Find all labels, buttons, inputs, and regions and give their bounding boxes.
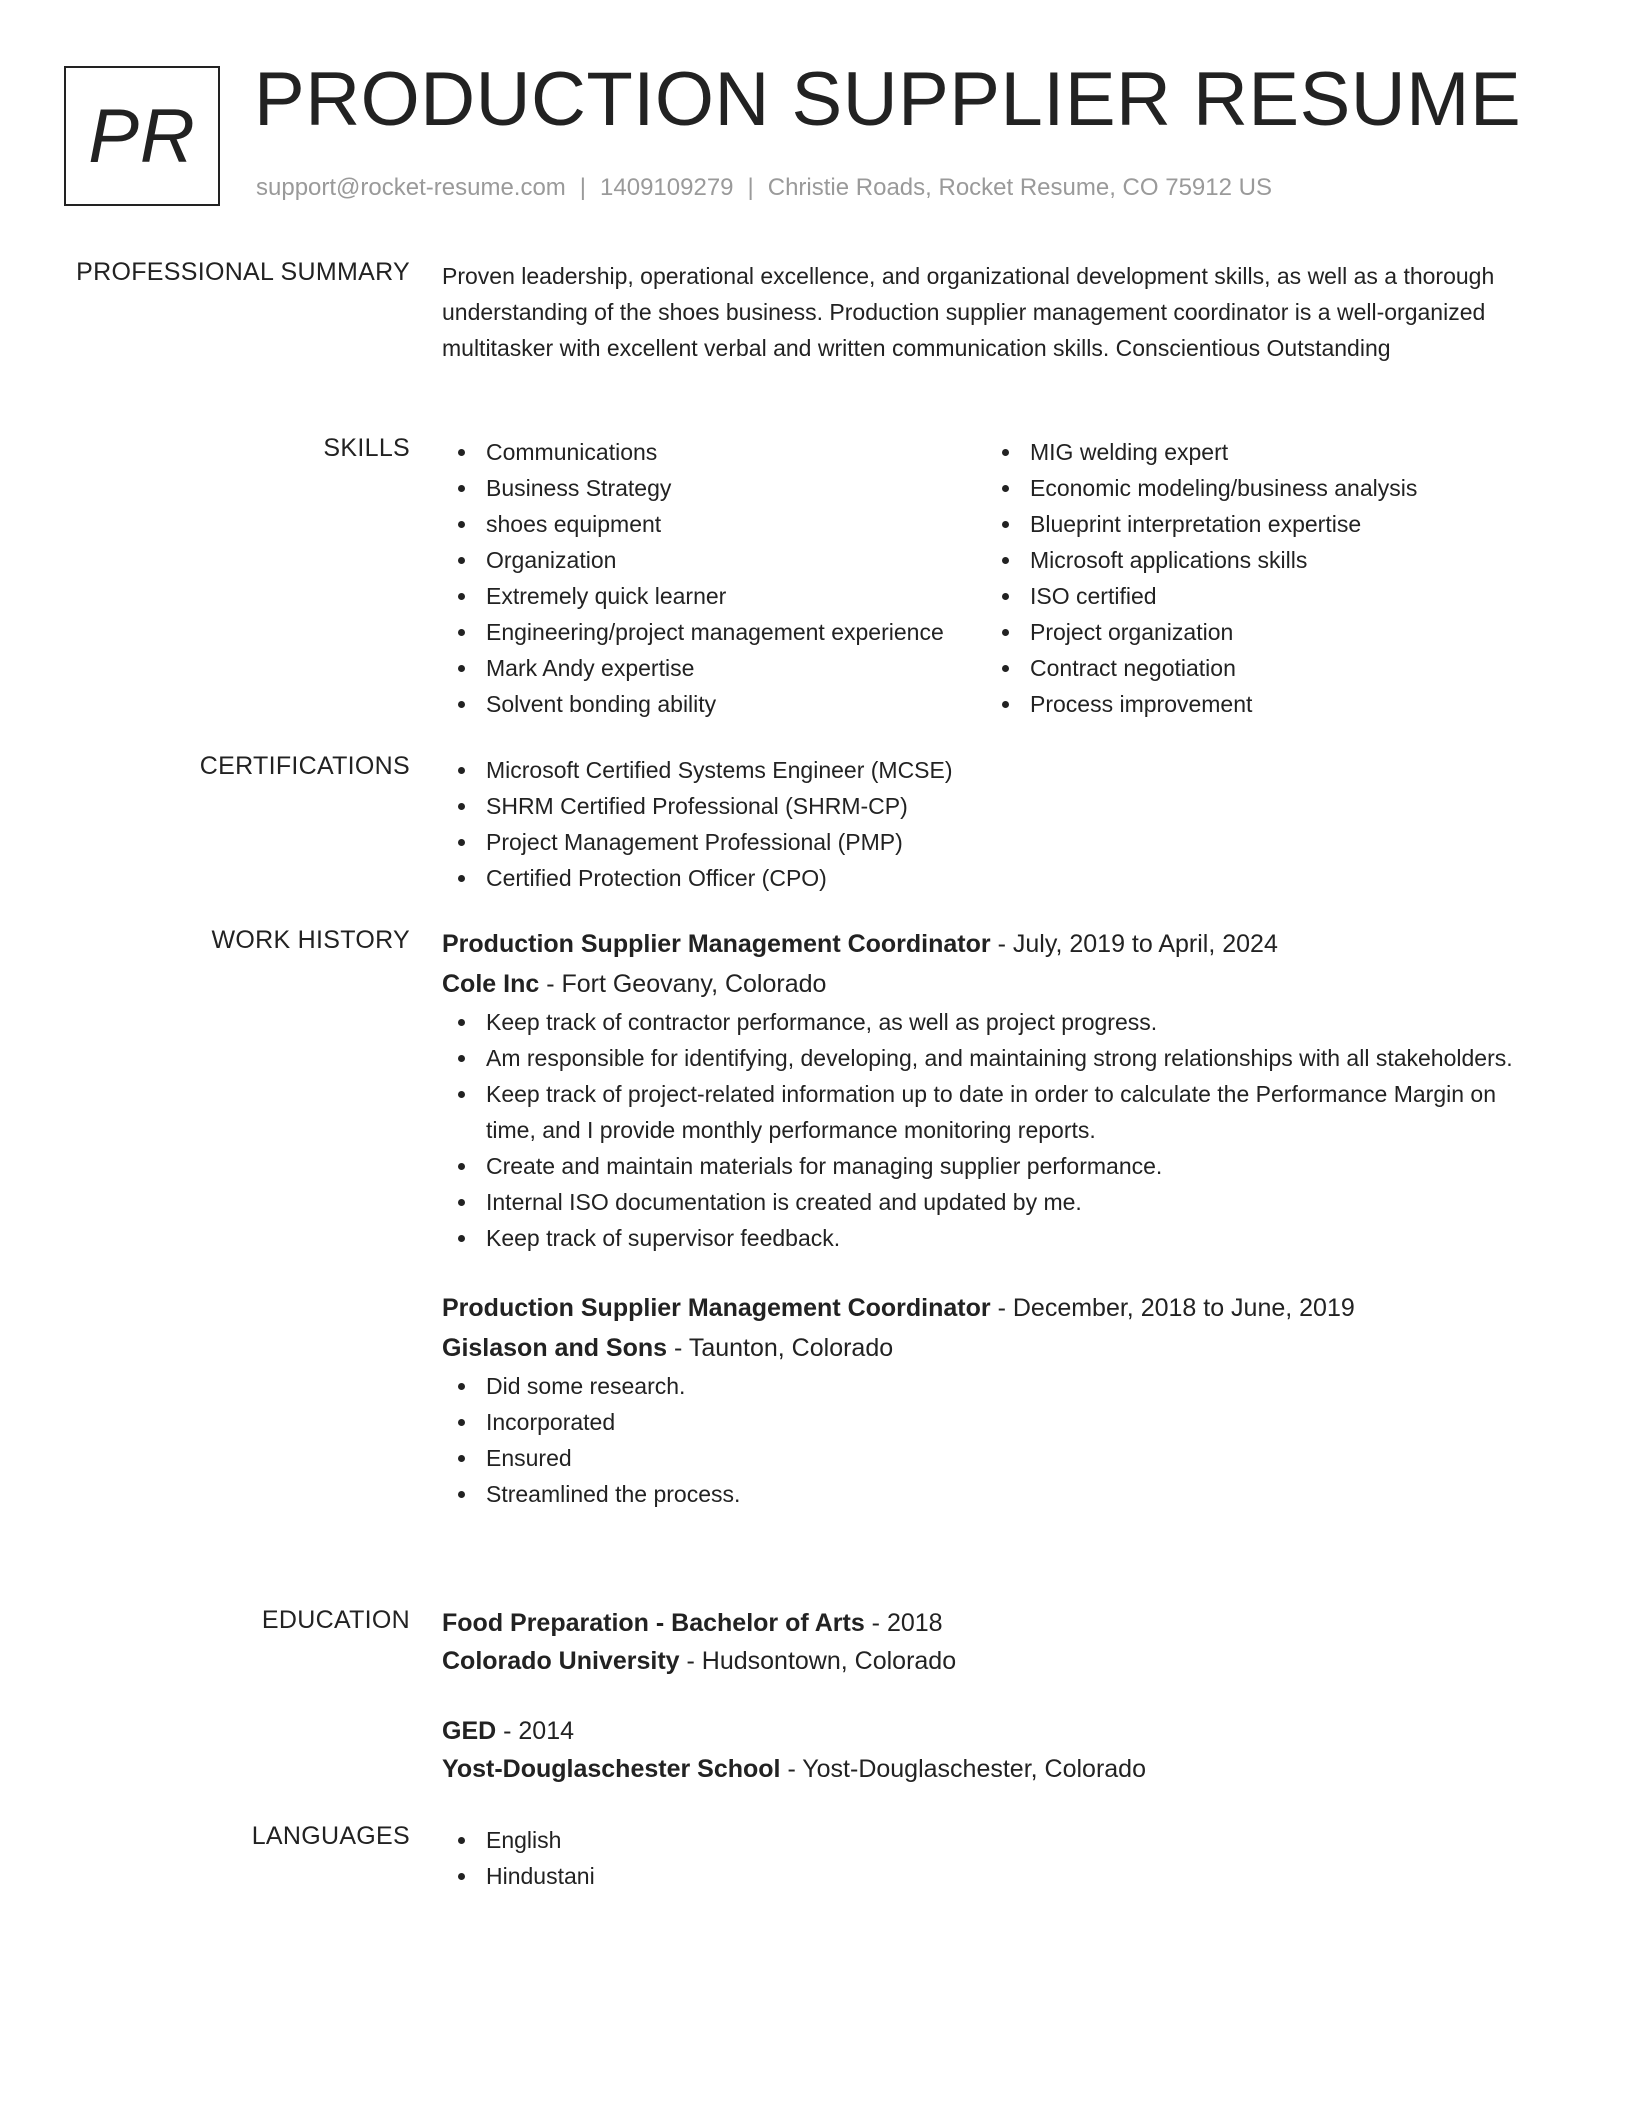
job-duty-item: Streamlined the process. — [442, 1476, 1542, 1512]
skill-item: Contract negotiation — [986, 650, 1506, 686]
languages-list — [442, 1822, 1542, 1894]
skills-columns — [442, 434, 1542, 722]
education-degree-line — [442, 1712, 1542, 1750]
skill-item: Microsoft applications skills — [986, 542, 1506, 578]
job-duty-item: Ensured — [442, 1440, 1542, 1476]
education-school: Colorado University — [442, 1647, 680, 1675]
contact-separator: | — [747, 174, 754, 201]
job-dates: - December, 2018 to June, 2019 — [990, 1294, 1355, 1322]
education-school-line — [442, 1642, 1542, 1680]
skill-item: Extremely quick learner — [442, 578, 986, 614]
certification-item: Microsoft Certified Systems Engineer (MCSE) — [442, 752, 1542, 788]
education-degree-line — [442, 1604, 1542, 1642]
job-duty-item: Internal ISO documentation is created and updated by me. — [442, 1184, 1542, 1220]
monogram-box — [64, 66, 220, 206]
skill-item: shoes equipment — [442, 506, 986, 542]
job-company-line — [442, 964, 1542, 1004]
job-dates: - July, 2019 to April, 2024 — [990, 930, 1278, 958]
education-school: Yost-Douglaschester School — [442, 1755, 781, 1783]
contact-address: Christie Roads, Rocket Resume, CO 75912 US — [767, 174, 1272, 201]
skill-item: Engineering/project management experience — [442, 614, 986, 650]
resume-title: PRODUCTION SUPPLIER RESUME — [254, 57, 1522, 142]
education-year: - 2018 — [864, 1609, 943, 1637]
education-school-line — [442, 1750, 1542, 1788]
job-duty-item: Keep track of supervisor feedback. — [442, 1220, 1542, 1256]
education-entry — [442, 1604, 1542, 1680]
contact-phone: 1409109279 — [600, 174, 734, 201]
skill-item: Blueprint interpretation expertise — [986, 506, 1506, 542]
skill-item: Economic modeling/business analysis — [986, 470, 1506, 506]
education-location: - Hudsontown, Colorado — [679, 1647, 957, 1675]
job-company: Gislason and Sons — [442, 1334, 668, 1362]
certification-item: Certified Protection Officer (CPO) — [442, 860, 1542, 896]
language-item: Hindustani — [442, 1858, 1542, 1894]
job-entry — [442, 924, 1542, 1256]
skill-item: ISO certified — [986, 578, 1506, 614]
job-duty-item: Am responsible for identifying, developing, and maintaining strong relationships with all stakeholders. — [442, 1040, 1542, 1076]
skill-item: Mark Andy expertise — [442, 650, 986, 686]
certifications-list — [442, 752, 1542, 896]
job-company-line — [442, 1328, 1542, 1368]
job-title-line — [442, 924, 1542, 964]
skills-list-left — [442, 434, 986, 722]
skill-item: Organization — [442, 542, 986, 578]
section-label-summary: PROFESSIONAL SUMMARY — [76, 258, 410, 286]
skill-item: Process improvement — [986, 686, 1506, 722]
section-label-education: EDUCATION — [261, 1606, 410, 1634]
skills-list-right — [986, 434, 1506, 722]
job-title: Production Supplier Management Coordinator — [442, 1294, 991, 1322]
skill-item: Communications — [442, 434, 986, 470]
job-title: Production Supplier Management Coordinator — [442, 930, 991, 958]
job-duty-item: Create and maintain materials for managing supplier performance. — [442, 1148, 1542, 1184]
contact-line — [256, 174, 1272, 202]
skill-item: Business Strategy — [442, 470, 986, 506]
job-duties-list — [442, 1368, 1542, 1512]
section-label-work-history: WORK HISTORY — [211, 926, 410, 954]
job-duty-item: Incorporated — [442, 1404, 1542, 1440]
section-label-skills: SKILLS — [323, 434, 410, 462]
contact-email: support@rocket-resume.com — [256, 174, 566, 201]
education-entry — [442, 1712, 1542, 1788]
education-year: - 2014 — [496, 1717, 575, 1745]
skill-item: MIG welding expert — [986, 434, 1506, 470]
job-title-line — [442, 1288, 1542, 1328]
skill-item: Project organization — [986, 614, 1506, 650]
section-label-certifications: CERTIFICATIONS — [199, 752, 410, 780]
certification-item: SHRM Certified Professional (SHRM-CP) — [442, 788, 1542, 824]
skill-item: Solvent bonding ability — [442, 686, 986, 722]
education-location: - Yost-Douglaschester, Colorado — [780, 1755, 1146, 1783]
education-degree: Food Preparation - Bachelor of Arts — [442, 1609, 865, 1637]
monogram-initials: PR — [88, 93, 196, 179]
job-duty-item: Did some research. — [442, 1368, 1542, 1404]
language-item: English — [442, 1822, 1542, 1858]
job-duty-item: Keep track of contractor performance, as well as project progress. — [442, 1004, 1542, 1040]
section-label-languages: LANGUAGES — [251, 1822, 410, 1850]
job-duties-list — [442, 1004, 1542, 1256]
job-location: - Fort Geovany, Colorado — [539, 970, 827, 998]
job-duty-item: Keep track of project-related information up to date in order to calculate the Performance Margin on time, and I provide monthly performance monitoring reports. — [442, 1076, 1542, 1148]
job-location: - Taunton, Colorado — [667, 1334, 894, 1362]
job-entry — [442, 1288, 1542, 1512]
contact-separator: | — [579, 174, 587, 201]
summary-text: Proven leadership, operational excellence, and organizational development skills, as well as a thorough understanding of the shoes business. Production supplier management coordinator is a well-organized multitasker with excellent verbal and written communication skills. Conscientious Outstanding — [442, 263, 1495, 361]
job-company: Cole Inc — [442, 970, 540, 998]
education-degree: GED — [442, 1717, 497, 1745]
certification-item: Project Management Professional (PMP) — [442, 824, 1542, 860]
